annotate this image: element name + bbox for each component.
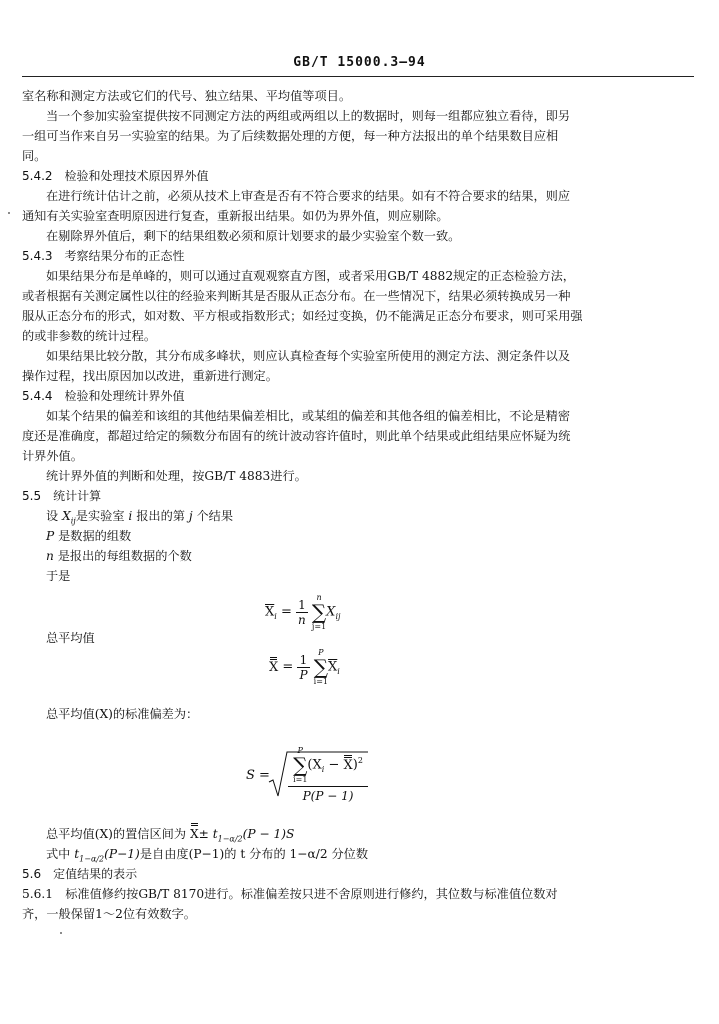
quantile-explanation-line: 式中 $t_{1-\alpha/2}(P-1)$是自由度(P−1)的 t 分布的 1−α/2 分位数 — [46, 847, 369, 864]
paragraph-line: 的或非参数的统计过程。 — [22, 329, 157, 343]
equation-grand-mean: X = $\frac{1}{P}$ P ∑ i=1 $\overline{X}_i$ — [269, 648, 340, 686]
definition-n: n 是报出的每组数据的个数 — [46, 549, 192, 563]
scan-speck — [60, 932, 62, 934]
section-heading-5-4-3: 5.4.3 考察结果分布的正态性 — [22, 249, 185, 263]
definition-p: P 是数据的组数 — [46, 529, 132, 543]
paragraph-line: 如某个结果的偏差和该组的其他结果偏差相比，或某组的偏差和其他各组的偏差相比，不论是精密 — [46, 409, 571, 423]
equation-sd-lhs: S = — [246, 768, 270, 783]
definition-xij: 设 $X_{ij}$是实验室 i 报出的第 j 个结果 — [46, 509, 234, 526]
header-rule — [22, 76, 694, 77]
paragraph-line: 服从正态分布的形式，如对数、平方根或指数形式；如经过变换，仍不能满足正态分布要求，则可采用强 — [22, 309, 583, 323]
paragraph-line: 度还是准确度，都超过给定的频数分布固有的统计波动容许值时，则此单个结果或此组结果应怀疑为统 — [22, 429, 571, 443]
paragraph-line: 同。 — [22, 149, 47, 163]
paragraph-line: 通知有关实验室查明原因进行复查，重新报出结果。如仍为界外值，则应剔除。 — [22, 209, 449, 223]
paragraph-line: 当一个参加实验室提供按不同测定方法的两组或两组以上的数据时，则每一组都应独立看待，即另 — [46, 109, 571, 123]
section-heading-5-6-1: 5.6.1 标准值修约按GB/T 8170进行。标准偏差按只进不舍原则进行修约，其位数与标准值位数对 — [22, 887, 558, 901]
paragraph-line: 统计界外值的判断和处理，按GB/T 4883进行。 — [46, 469, 307, 483]
paragraph-line: 操作过程，找出原因加以改进，重新进行测定。 — [22, 369, 278, 383]
section-heading-5-5: 5.5 统计计算 — [22, 489, 102, 503]
label-grand-mean: 总平均值 — [46, 631, 95, 645]
paragraph-line: 齐，一般保留1～2位有效数字。 — [22, 907, 196, 921]
paragraph-line: 计界外值。 — [22, 449, 83, 463]
page-header: GB/T 15000.3—94 — [293, 55, 426, 70]
label-standard-deviation: 总平均值(X)的标准偏差为： — [46, 707, 199, 721]
section-heading-5-6: 5.6 定值结果的表示 — [22, 867, 138, 881]
equation-group-mean: $\overline{X}_i$ = $\frac{1}{n}$ n ∑ j=1 $X_{ij}$ — [265, 593, 341, 631]
paragraph-line: 如果结果分布是单峰的，则可以通过直观观察直方图，或者采用GB/T 4882规定的正态检验方法， — [46, 269, 575, 283]
paragraph-line: 在进行统计估计之前，必须从技术上审查是否有不符合要求的结果。如有不符合要求的结果，则应 — [46, 189, 571, 203]
paragraph-line: 室名称和测定方法或它们的代号、独立结果、平均值等项目。 — [22, 89, 352, 103]
text-therefore: 于是 — [46, 569, 71, 583]
section-heading-5-4-2: 5.4.2 检验和处理技术原因界外值 — [22, 169, 209, 183]
paragraph-line: 在剔除界外值后，剩下的结果组数必须和原计划要求的最少实验室个数一致。 — [46, 229, 461, 243]
paragraph-line: 或者根据有关测定属性以往的经验来判断其是否服从正态分布。在一些情况下，结果必须转换成另一种 — [22, 289, 571, 303]
paragraph-line: 一组可当作来自另一实验室的结果。为了后续数据处理的方便，每一种方法报出的单个结果数目应相 — [22, 129, 559, 143]
confidence-interval-line: 总平均值(X)的置信区间为 $X\pm t_{1-\alpha/2}(P - 1)S$ — [46, 827, 295, 844]
section-heading-5-4-4: 5.4.4 检验和处理统计界外值 — [22, 389, 185, 403]
paragraph-line: 如果结果比较分散，其分布成多峰状，则应认真检查每个实验室所使用的测定方法、测定条件以及 — [46, 349, 571, 363]
scan-speck — [8, 212, 10, 214]
equation-sd-fraction: P ∑ i=1 $(X_i - X)^2$ P(P − 1) — [288, 746, 368, 803]
